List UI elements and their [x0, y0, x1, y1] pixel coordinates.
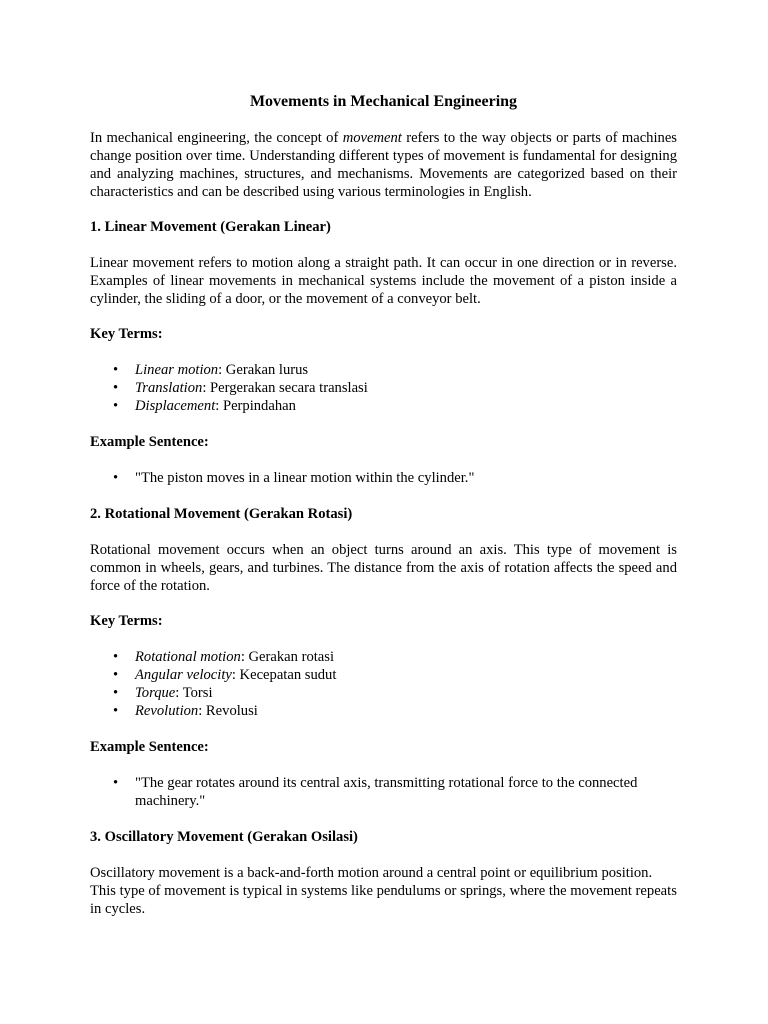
term-name: Torque: [135, 685, 176, 701]
term-name: Revolution: [135, 703, 199, 719]
document-page: [90, 92, 677, 935]
key-terms-label: Key Terms:: [90, 613, 163, 629]
term-name: Displacement: [135, 398, 216, 414]
list-item: [135, 379, 677, 397]
key-terms-list: [90, 648, 677, 720]
intro-emphasis: movement: [342, 130, 402, 146]
key-terms-list: [90, 361, 677, 415]
list-item: [135, 361, 677, 379]
term-name: Linear motion: [135, 362, 219, 378]
example-sentence-label: Example Sentence:: [90, 434, 209, 450]
term-translation: : Gerakan lurus: [218, 362, 309, 378]
example-list: [90, 774, 677, 810]
example-sentence-label: Example Sentence:: [90, 739, 209, 755]
term-name: Angular velocity: [135, 667, 232, 683]
example-list: [90, 469, 677, 487]
list-item: • "The piston moves in a linear motion within the cylinder.": [135, 469, 677, 487]
list-item: [135, 397, 677, 415]
section-heading-linear: 1. Linear Movement (Gerakan Linear): [90, 219, 331, 235]
key-terms-label: Key Terms:: [90, 326, 163, 342]
term-translation: : Torsi: [175, 685, 213, 701]
section-heading-oscillatory: 3. Oscillatory Movement (Gerakan Osilasi): [90, 829, 358, 845]
section-heading-rotational: 2. Rotational Movement (Gerakan Rotasi): [90, 506, 353, 522]
document-title: Movements in Mechanical Engineering: [249, 93, 518, 110]
term-translation: : Pergerakan secara translasi: [202, 380, 368, 396]
intro-text-end: refers to the way objects or parts of machines change position over time. Understanding different types of movement is fundamental for designing and analyzing machines, structures, and mechanisms. Movements are categorized based on their characteristics and can be described using various terminologies in English.: [90, 130, 677, 200]
term-name: Translation: [135, 380, 203, 396]
list-item: [135, 702, 677, 720]
intro-text-start: In mechanical engineering, the concept of: [90, 130, 343, 146]
term-translation: : Kecepatan sudut: [231, 667, 337, 683]
list-item: [135, 648, 677, 666]
section-paragraph-linear: Linear movement refers to motion along a straight path. It can occur in one direction or in reverse. Examples of linear movements in mechanical systems include the movement of a piston inside a cylinder, the sliding of a door, or the movement of a conveyor belt.: [90, 255, 677, 307]
term-translation: : Perpindahan: [215, 398, 296, 414]
term-name: Rotational motion: [135, 649, 241, 665]
intro-paragraph: [90, 129, 677, 201]
section-paragraph-oscillatory: Oscillatory movement is a back-and-forth motion around a central point or equilibrium position. This type of movement is typical in systems like pendulums or springs, where the movement repeats in cycles.: [90, 865, 677, 917]
term-translation: : Gerakan rotasi: [240, 649, 335, 665]
section-paragraph-rotational: Rotational movement occurs when an object turns around an axis. This type of movement is common in wheels, gears, and turbines. The distance from the axis of rotation affects the speed and force of the rotation.: [90, 542, 677, 594]
term-translation: : Revolusi: [198, 703, 258, 719]
list-item: • "The gear rotates around its central axis, transmitting rotational force to the connected machinery.": [135, 774, 677, 810]
list-item: [135, 684, 677, 702]
list-item: [135, 666, 677, 684]
